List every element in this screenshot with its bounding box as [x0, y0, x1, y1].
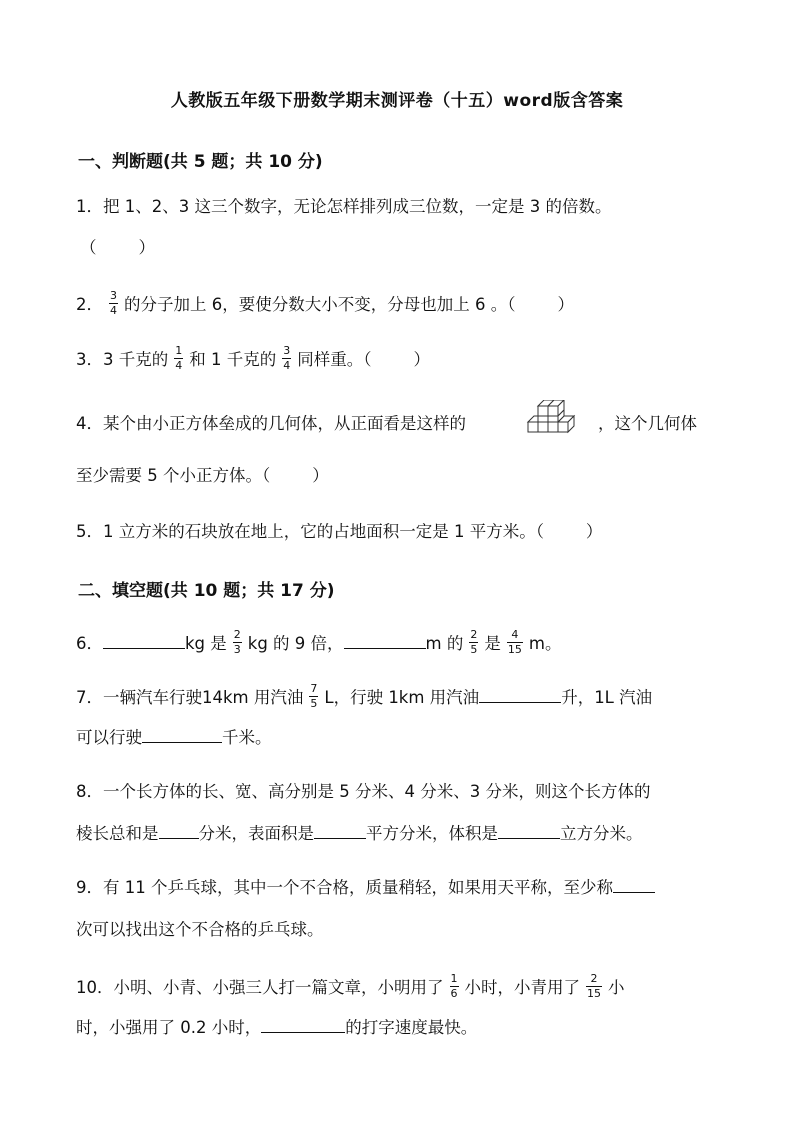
- fraction-denominator: 4: [110, 304, 117, 317]
- question-5: 5．1 立方米的石块放在地上，它的占地面积一定是 1 平方米。（ ）: [76, 522, 603, 541]
- question-8-line-1: 8．一个长方体的长、宽、高分别是 5 分米、4 分米、3 分米，则这个长方体的: [76, 782, 651, 801]
- question-10-line-2-lead: 时，小强用了 0.2 小时，: [76, 1018, 262, 1037]
- question-3-lead: 3．3 千克的: [76, 350, 169, 369]
- fraction-denominator: 15: [507, 643, 522, 656]
- fraction-denominator: 5: [310, 697, 318, 710]
- fraction-numerator: 4: [511, 628, 519, 641]
- answer-blank[interactable]: [613, 878, 655, 893]
- question-1-answer-paren: （ ）: [80, 238, 155, 257]
- question-8-text-d: 立方分米。: [560, 824, 643, 843]
- question-7-line-2-tail: 千米。: [222, 728, 272, 747]
- fraction-numerator: 3: [110, 289, 117, 302]
- fraction-denominator: 4: [175, 359, 183, 372]
- question-10-line-1: [76, 972, 625, 1002]
- fraction-denominator: 6: [450, 987, 458, 1000]
- section-heading-judgement: 一、判断题(共 5 题；共 10 分): [78, 152, 323, 172]
- section-heading-fill-in: 二、填空题(共 10 题；共 17 分): [78, 581, 335, 601]
- question-6-text-c: m 的: [425, 634, 464, 653]
- question-7-tail: 升，1L 汽油: [561, 688, 653, 707]
- question-6: [76, 628, 562, 658]
- question-1: 1．把 1、2、3 这三个数字，无论怎样排列成三位数，一定是 3 的倍数。: [76, 197, 612, 216]
- fraction-numerator: 1: [450, 972, 458, 985]
- question-4-line-2: 至少需要 5 个小正方体。（ ）: [76, 466, 329, 485]
- question-2-text: 的分子加上 6，要使分数大小不变，分母也加上 6 。（ ）: [124, 295, 574, 314]
- question-7-mid: L，行驶 1km 用汽油: [324, 688, 480, 707]
- fraction: [282, 345, 291, 372]
- question-6-text-a: kg 是: [185, 634, 227, 653]
- question-2-number: 2．: [76, 295, 103, 314]
- question-4-line-1: 4．某个由小正方体垒成的几何体，从正面看是这样的: [76, 414, 466, 433]
- answer-blank[interactable]: [479, 688, 561, 703]
- fraction-denominator: 3: [233, 643, 241, 656]
- question-7-line-2: [76, 728, 272, 748]
- question-10-line-2-tail: 的打字速度最快。: [345, 1018, 478, 1037]
- fraction-numerator: 2: [233, 628, 241, 641]
- question-10-tail: 小: [608, 978, 625, 997]
- question-10-lead: 10．小明、小青、小强三人打一篇文章，小明用了: [76, 978, 444, 997]
- fraction-denominator: 5: [470, 643, 478, 656]
- answer-blank[interactable]: [314, 824, 366, 839]
- question-3: [76, 344, 430, 374]
- question-8-text-c: 平方分米，体积是: [366, 824, 498, 843]
- answer-blank[interactable]: [344, 634, 426, 649]
- fraction: [109, 290, 118, 317]
- fraction: [469, 629, 478, 656]
- question-9-line-1: [76, 878, 655, 898]
- page-title: 人教版五年级下册数学期末测评卷（十五）word版含答案: [170, 91, 624, 111]
- question-3-mid: 和 1 千克的: [189, 350, 277, 369]
- question-2: [76, 289, 574, 319]
- answer-blank[interactable]: [142, 728, 222, 743]
- answer-blank[interactable]: [261, 1018, 345, 1033]
- question-3-tail: 同样重。（ ）: [297, 350, 430, 369]
- question-6-text-d: 是: [484, 634, 501, 653]
- fraction: [309, 683, 318, 710]
- question-8-text-b: 分米，表面积是: [198, 824, 314, 843]
- question-8-text-a: 棱长总和是: [76, 824, 159, 843]
- fraction-numerator: 1: [175, 344, 183, 357]
- fraction: [450, 973, 459, 1000]
- question-6-text-b: kg 的 9 倍，: [247, 634, 344, 653]
- fraction: [507, 629, 523, 656]
- question-7-lead: 7．一辆汽车行驶14km 用汽油: [76, 688, 304, 707]
- answer-blank[interactable]: [159, 824, 199, 839]
- question-6-text-e: m。: [528, 634, 562, 653]
- question-9-line-2: 次可以找出这个不合格的乒乓球。: [76, 920, 324, 939]
- fraction-denominator: 4: [283, 359, 291, 372]
- question-10-line-2: [76, 1018, 477, 1038]
- fraction-denominator: 15: [587, 987, 601, 1000]
- fraction: [586, 973, 602, 1000]
- fraction-numerator: 2: [590, 972, 598, 985]
- answer-blank[interactable]: [498, 824, 560, 839]
- question-9-text: 9．有 11 个乒乓球，其中一个不合格，质量稍轻，如果用天平称，至少称: [76, 878, 613, 897]
- question-8-line-2: [76, 824, 643, 844]
- question-10-mid: 小时，小青用了: [464, 978, 580, 997]
- fraction-numerator: 2: [470, 628, 478, 641]
- fraction-numerator: 7: [310, 682, 318, 695]
- answer-blank[interactable]: [103, 634, 185, 649]
- question-4-line-1-tail: ，这个几何体: [598, 414, 697, 433]
- fraction: [174, 345, 183, 372]
- fraction-numerator: 3: [283, 344, 291, 357]
- question-7-line-1: [76, 682, 653, 712]
- question-6-number: 6．: [76, 634, 103, 653]
- fraction: [233, 629, 242, 656]
- cube-front-view-figure: [524, 400, 588, 448]
- question-7-line-2-lead: 可以行驶: [76, 728, 142, 747]
